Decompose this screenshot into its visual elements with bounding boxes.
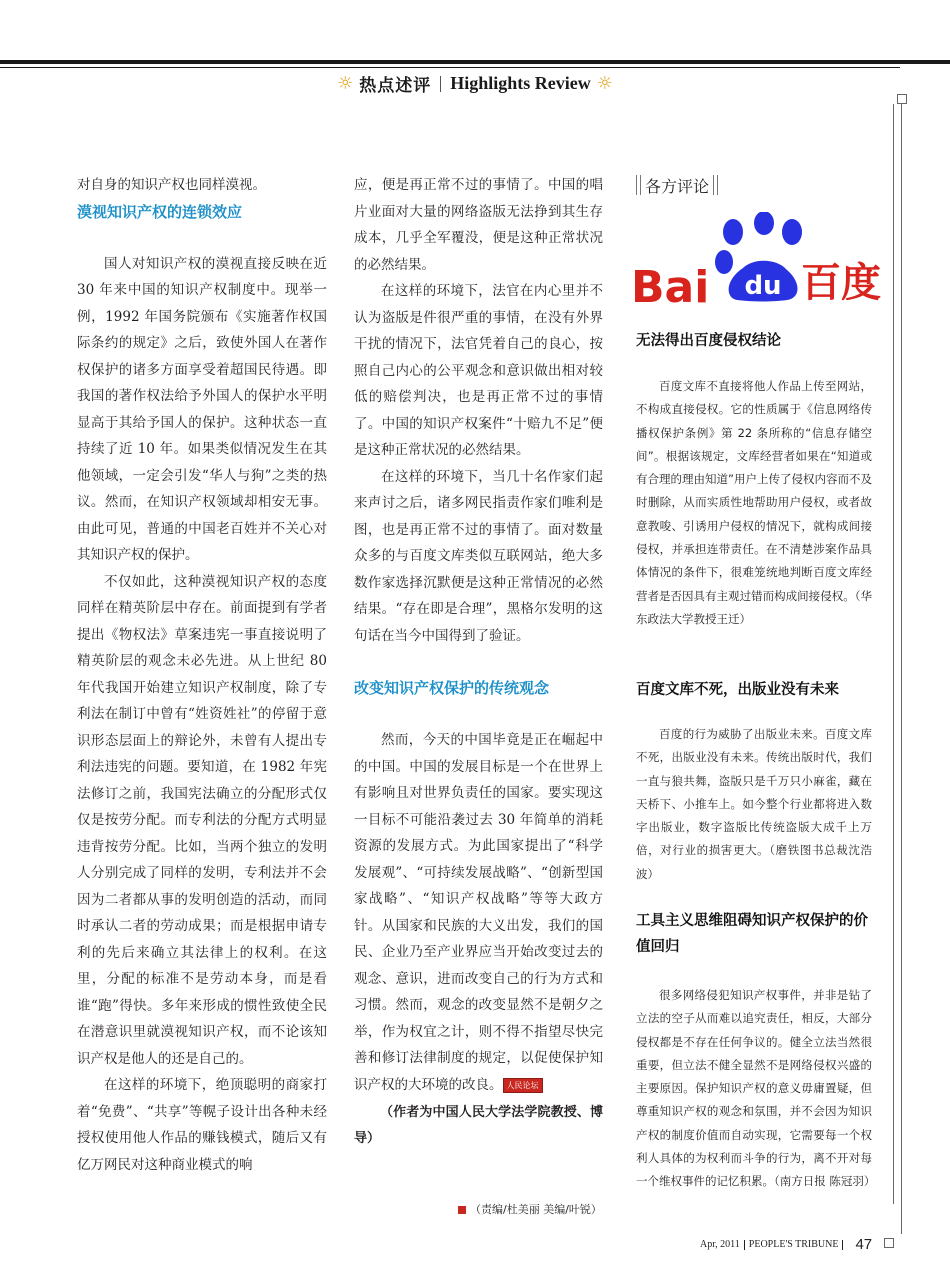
section-title-cn: 热点述评 (359, 76, 432, 96)
baidu-logo (629, 212, 882, 314)
sun-icon: ☼ (596, 72, 613, 94)
top-rule-thick (0, 60, 950, 64)
page-footer (700, 1236, 872, 1253)
comment-text: 很多网络侵犯知识产权事件，并非是钻了立法的空子从而难以追究责任，相反，大部分侵权都是不存在任何争议的。健全立法当然很重要，但立法不健全显然不是网络侵权兴盛的主要原因。保护知识产权的意义毋庸置疑，但尊重知识产权的观念和氛围，并不会因为知识产权的制度价值而自动实现，它需要每一个权利人具体的为权利而斗争的行为，离不开对每一个维权事件的记忆积累。（南方日报 陈冠羽） (636, 988, 876, 1189)
comment-text: 百度文库不直接将他人作品上传至网站，不构成直接侵权。它的性质属于《信息网络传播权保护条例》第 22 条所称的“信息存储空间”。根据该规定，文库经营者如果在“知道或有合理的理由知道”用户上传了侵权内容而不及时删除，从而实质性地帮助用户侵权，或者故意教唆、引诱用户侵权的情况下，就构成间接侵权，并承担连带责任。在不清楚涉案作品具体情况的条件下，很难笼统地判断百度文库经营者是否因具有主观过错而构成间接侵权。（华东政法大学教授王迁） (636, 379, 872, 626)
paragraph: 在这样的环境下，法官在内心里并不认为盗版是件很严重的事情，在没有外界干扰的情况下，法官凭着自己的良心，按照自己内心的公平观念和意识做出相对较低的赔偿判决，也是再正常不过的事情了。中国的知识产权案件“十赔九不足”便是这种正常状况的必然结果。 (354, 283, 603, 458)
section-title-en: Highlights Review (450, 73, 591, 93)
paragraph (354, 727, 603, 1098)
end-mark-stamp: 人民论坛 (503, 1078, 543, 1093)
section-header (0, 71, 950, 101)
comment-title: 无法得出百度侵权结论 (636, 333, 781, 349)
header-divider (440, 76, 441, 92)
paragraph-text: 然而，今天的中国毕竟是正在崛起中的中国。中国的发展目标是一个在世界上有影响且对世界负责任的国家。要实现这一目标不可能沿袭过去 30 年简单的消耗资源的发展方式。为此国家提出了“科学发展观”、“可持续发展战略”、“创新型国家战略”、“知识产权战略”等等大政方针。从国家和民族的大义出发，我们的国民、企业乃至产业界应当开始改变过去的观念、意识，进而改变自己的行为方式和习惯。然而，观念的改变显然不是朝夕之举，作为权宜之计，则不得不指望尽快完善和修订法律制度的规定，以促使保护知识产权的大环境的改良。 (354, 732, 603, 1093)
comment-body (636, 723, 872, 886)
author-byline: （作者为中国人民大学法学院教授、博导） (354, 1105, 603, 1146)
logo-du: du (744, 271, 782, 301)
paragraph: 不仅如此，这种漠视知识产权的态度同样在精英阶层中存在。前面提到有学者提出《物权法》草案违宪一事直接说明了精英阶层的观念未必先进。从上世纪 80 年代我国开始建立知识产权制度，除了专利法在制订中曾有“姓资姓社”的停留于意识形态层面上的辩论外，未曾有人提出专利法违宪的问题。要知道，在 1982 年宪法修订之前，我国宪法确立的分配形式仅仅是按劳分配。而专利法的分配方式明显违背按劳分配。比如，当两个独立的发明人分别完成了同样的发明，专利法并不会因为二者都从事的发明创造的活动，而同时承认二者的劳动成果；而是根据申请专利的先后来确立其法律上的权利。在这里，分配的标准不是劳动本身，而是看谁“跑”得快。多年来形成的惯性致使全民在潜意识里就漠视知识产权，而不论该知识产权是他人的还是自己的。 (77, 573, 327, 1067)
corner-mark-icon (897, 94, 907, 104)
article-column-1 (77, 172, 327, 1178)
comment-body (636, 984, 876, 1194)
editor-credit-text: （责编/杜美丽 美编/叶锐） (470, 1203, 602, 1216)
paragraph: 在这样的环境下，绝顶聪明的商家打着“免费”、“共享”等幌子设计出各种未经授权使用他人作品的赚钱模式，随后又有亿万网民对这种商业模式的响 (77, 1077, 327, 1173)
comment-title: 百度文库不死，出版业没有未来 (636, 682, 839, 698)
section-heading: 漠视知识产权的连锁效应 (77, 202, 243, 221)
footer-divider (842, 1240, 843, 1250)
sidebar-tag (636, 172, 872, 198)
magazine-name: PEOPLE'S TRIBUNE (748, 1239, 839, 1250)
footer-divider (744, 1240, 745, 1250)
double-bar-icon (636, 175, 641, 195)
editor-credit (458, 1201, 602, 1217)
sidebar-tag-label: 各方评论 (645, 176, 710, 196)
column-rule (893, 104, 894, 1204)
paw-pad (715, 250, 733, 274)
corner-mark-icon (884, 1238, 894, 1248)
double-bar-icon (713, 175, 718, 195)
paw-pad (723, 219, 743, 245)
page-number: 47 (855, 1236, 873, 1253)
paw-pad (754, 212, 774, 235)
article-column-2 (354, 172, 603, 1152)
paragraph: 应，便是再正常不过的事情了。中国的唱片业面对大量的网络盗版无法挣到其生存成本，几乎全军覆没，便是这种正常状况的必然结果。 (354, 177, 603, 273)
issue-date: Apr, 2011 (700, 1239, 740, 1250)
square-bullet-icon (458, 1206, 466, 1214)
margin-rule (901, 104, 902, 1234)
paragraph: 在这样的环境下，当几十名作家们起来声讨之后，诸多网民指责作家们唯利是图，也是再正常不过的事情了。面对数量众多的与百度文库类似互联网站，绝大多数作家选择沉默便是这种正常情况的必然结果。“存在即是合理”，黑格尔发明的这句话在当今中国得到了验证。 (354, 468, 603, 644)
paw-pad (782, 219, 802, 245)
logo-bai: Bai (631, 262, 710, 313)
top-rule-thin (0, 67, 900, 68)
comment-title: 工具主义思维阻碍知识产权保护的价值回归 (636, 913, 868, 955)
paragraph: 对自身的知识产权也同样漠视。 (77, 177, 266, 193)
comment-text: 百度的行为威胁了出版业未来。百度文库不死，出版业没有未来。传统出版时代，我们一直与狼共舞，盗版只是千万只小麻雀，藏在天桥下、小推车上。如今整个行业都将进入数字出版业，数字盗版比传统盗版大成千上万倍，对行业的损害更大。（磨铁图书总裁沈浩波） (636, 727, 872, 881)
sun-icon: ☼ (337, 72, 354, 94)
logo-cn: 百度 (801, 260, 881, 306)
section-heading: 改变知识产权保护的传统观念 (354, 679, 550, 697)
comment-body (636, 375, 872, 631)
paragraph: 国人对知识产权的漠视直接反映在近 30 年来中国的知识产权制度中。现举一例，1992 年国务院颁布《实施著作权国际条约的规定》之后，致使外国人在著作权保护的诸多方面享受着超国民待遇。即我国的著作权法给予外国人的保护水平明显高于其给予国人的保护。这种状态一直持续了近 10 年。如果类似情况发生在其他领域，一定会引发“华人与狗”之类的热议。然而，在知识产权领域却相安无事。由此可见，普通的中国老百姓并不关心对其知识产权的保护。 (77, 255, 327, 563)
